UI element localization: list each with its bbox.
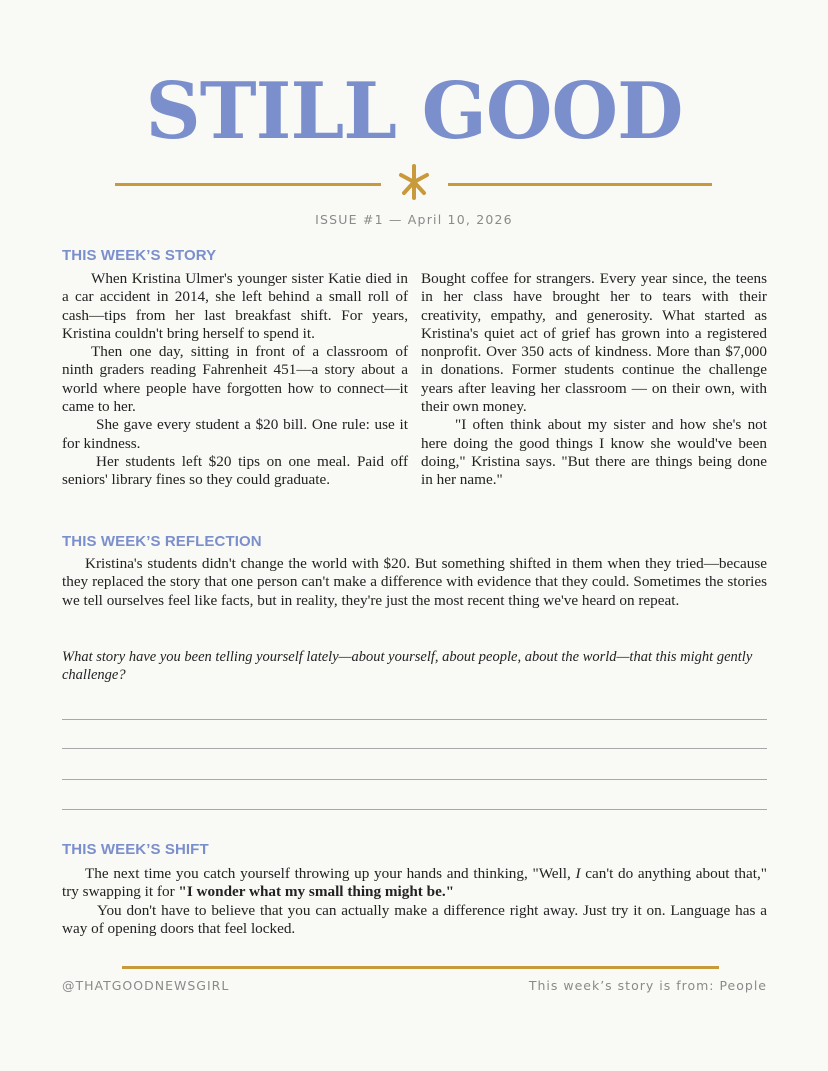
writing-line[interactable] (62, 748, 767, 749)
story-paragraph: Her students left $20 tips on one meal. Paid off seniors' library fines so they could graduate. (62, 452, 408, 489)
header-divider-right (448, 183, 712, 186)
story-heading: THIS WEEK’S STORY (62, 247, 217, 264)
story-column-right (421, 270, 767, 490)
story-source: This week’s story is from: People (528, 978, 767, 993)
reflection-body (62, 555, 767, 610)
story-paragraph: When Kristina Ulmer's younger sister Katie died in a car accident in 2014, she left behind a small roll of cash—tips from her last breakfast shift. For years, Kristina couldn't bring herself to spend it. (62, 270, 408, 342)
shift-heading: THIS WEEK’S SHIFT (62, 841, 209, 858)
writing-line[interactable] (62, 779, 767, 780)
story-paragraph: Bought coffee for strangers. Every year since, the teens in her class have brought her to tears with their creativity, empathy, and generosity. What started as Kristina's quiet act of grief has grown into a registered nonprofit. Over 350 acts of kindness. More than $7,000 in donations. Former students continue the challenge years after leaving her classroom — on their own, with their own money. (421, 270, 767, 416)
writing-line[interactable] (62, 809, 767, 810)
newsletter-title: STILL GOOD (145, 66, 683, 157)
story-paragraph: "I often think about my sister and how she's not here doing the good things I know she would've been doing," Kristina says. "But there are things being done in her name." (421, 416, 767, 489)
shift-highlight: "I wonder what my small thing might be." (178, 883, 455, 901)
story-paragraph: Then one day, sitting in front of a classroom of ninth graders reading Fahrenheit 451—a story about a world where people have forgotten how to connect—it came to her. (62, 343, 408, 416)
writing-line[interactable] (62, 719, 767, 720)
shift-body (62, 865, 767, 938)
social-handle: @THATGOODNEWSGIRL (62, 978, 230, 993)
reflection-heading: THIS WEEK’S REFLECTION (62, 533, 262, 550)
reflection-prompt: What story have you been telling yourself lately—about yourself, about people, about the world—that this might gently challenge? (62, 649, 753, 683)
story-column-left (62, 270, 408, 490)
header-divider-left (115, 183, 381, 186)
asterisk-icon (396, 160, 432, 204)
reflection-paragraph: Kristina's students didn't change the world with $20. But something shifted in them when they tried—because they replaced the story that one person can't make a difference with evidence that they could. Sometimes the stories we tell ourselves feel like facts, but in reality, they're just the most recent thing we've heard on repeat. (62, 555, 767, 609)
shift-paragraph: The next time you catch yourself throwing up your hands and thinking, "Well, I can't do anything about that," try swapping it for "I wonder what my small thing might be." (62, 865, 767, 901)
issue-date-line: ISSUE #1 — April 10, 2026 (315, 212, 513, 227)
shift-paragraph: You don't have to believe that you can actually make a difference right away. Just try it on. Language has a way of opening doors that feel locked. (62, 901, 767, 937)
story-paragraph: She gave every student a $20 bill. One rule: use it for kindness. (62, 416, 408, 452)
footer-divider (122, 966, 719, 969)
